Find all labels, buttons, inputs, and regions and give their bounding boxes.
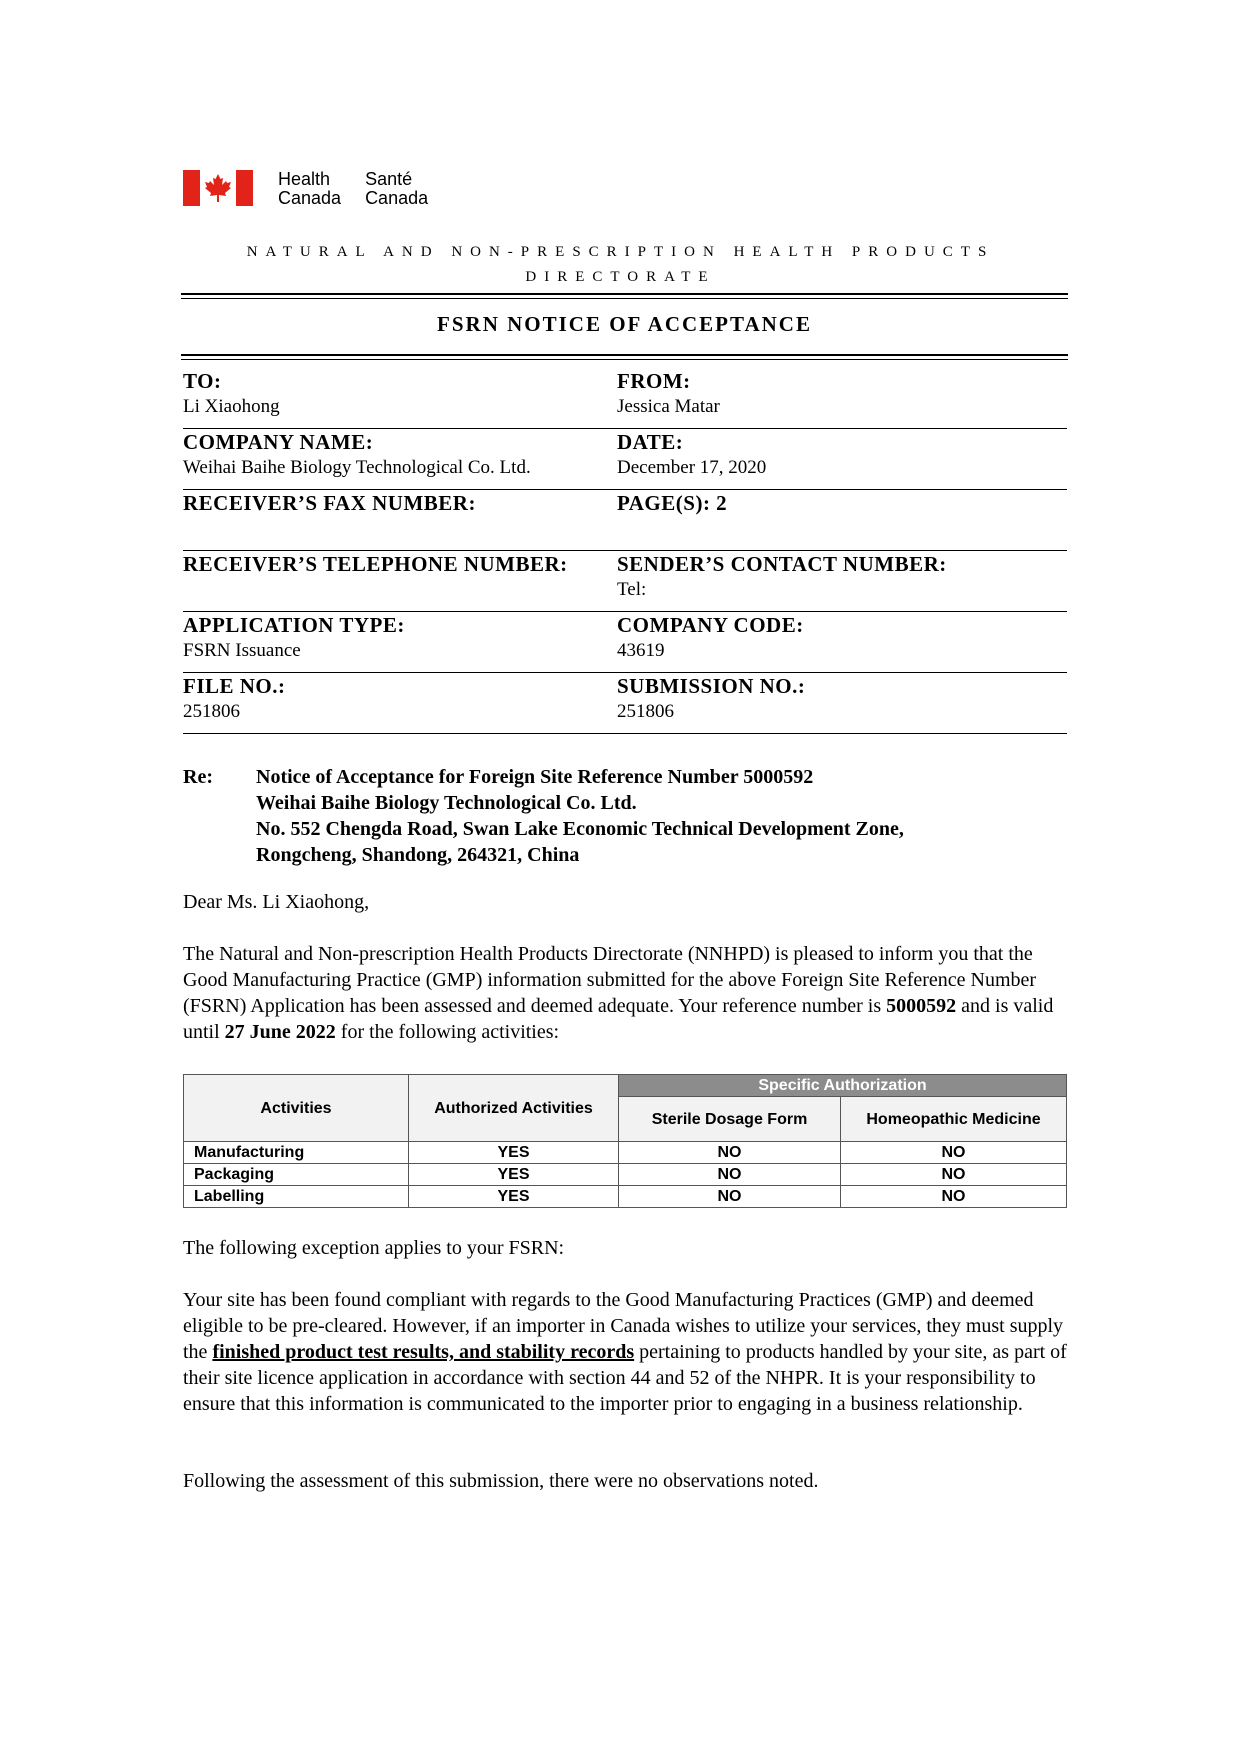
re-line2: Weihai Baihe Biology Technological Co. Ltd.	[256, 792, 637, 814]
date-value: December 17, 2020	[617, 457, 767, 478]
sender-contact-label: SENDER’S CONTACT NUMBER:	[617, 552, 947, 576]
from-value: Jessica Matar	[617, 396, 720, 417]
reference-number: 5000592	[886, 995, 957, 1017]
col-header-specific-authorization: Specific Authorization	[619, 1075, 1067, 1097]
table-row	[184, 1186, 1067, 1208]
re-label: Re:	[183, 766, 213, 788]
application-type-label: APPLICATION TYPE:	[183, 613, 405, 637]
col-header-authorized: Authorized Activities	[409, 1075, 619, 1142]
directorate-line1: NATURAL AND NON-PRESCRIPTION HEALTH PRODUCTS	[246, 244, 995, 260]
intro-text-2: and is valid until	[183, 995, 1054, 1043]
activities-table	[183, 1074, 1067, 1208]
directorate-line2: DIRECTORATE	[525, 269, 716, 285]
table-row	[184, 1164, 1067, 1186]
sender-contact-value: Tel:	[617, 579, 647, 600]
submission-no-value: 251806	[617, 701, 674, 722]
from-label: FROM:	[617, 369, 691, 393]
divider-top	[181, 293, 1068, 295]
telephone-label: RECEIVER’S TELEPHONE NUMBER:	[183, 552, 568, 576]
fax-info-grid	[183, 368, 1067, 734]
canada-flag-icon	[183, 170, 253, 206]
salutation: Dear Ms. Li Xiaohong,	[183, 891, 370, 913]
info-row	[183, 490, 1067, 551]
info-row	[183, 429, 1067, 490]
activity-cell: Labelling	[184, 1186, 409, 1208]
application-type-value: FSRN Issuance	[183, 640, 301, 661]
submission-no-label: SUBMISSION NO.:	[617, 674, 806, 698]
re-line4: Rongcheng, Shandong, 264321, China	[256, 844, 580, 866]
exception-emphasis: finished product test results, and stability records	[212, 1341, 635, 1363]
sterile-cell: NO	[619, 1142, 841, 1164]
activity-cell: Manufacturing	[184, 1142, 409, 1164]
activity-cell: Packaging	[184, 1164, 409, 1186]
company-value: Weihai Baihe Biology Technological Co. Ltd.	[183, 457, 531, 478]
exception-text-2: pertaining to products handled by your site, as part of their site licence application in accordance with section 44 and 52 of the NHPR. It is your responsibility to ensure that this information is communicated to the importer prior to engaging in a business relationship.	[183, 1341, 1067, 1415]
divider-title	[181, 354, 1068, 356]
to-value: Li Xiaohong	[183, 396, 280, 417]
info-row	[183, 368, 1067, 429]
to-label: TO:	[183, 369, 222, 393]
homeopathic-cell: NO	[841, 1164, 1067, 1186]
fax-label: RECEIVER’S FAX NUMBER:	[183, 491, 476, 515]
pages-label: PAGE(S): 2	[617, 491, 728, 515]
col-header-activities: Activities	[184, 1075, 409, 1142]
health-canada-logo	[183, 170, 452, 210]
col-header-homeopathic: Homeopathic Medicine	[841, 1097, 1067, 1142]
exception-intro: The following exception applies to your FSRN:	[183, 1237, 565, 1259]
logo-en-line2: Canada	[278, 188, 342, 208]
page-title: FSRN NOTICE OF ACCEPTANCE	[437, 312, 812, 336]
file-no-value: 251806	[183, 701, 240, 722]
info-row	[183, 612, 1067, 673]
exception-paragraph	[183, 1287, 1068, 1417]
company-code-value: 43619	[617, 640, 665, 661]
exception-text-1: Your site has been found compliant with regards to the Good Manufacturing Practices (GMP) and deemed eligible to be pre-cleared. However, if an importer in Canada wishes to utilize your services, they must supply the	[183, 1289, 1064, 1363]
company-label: COMPANY NAME:	[183, 430, 374, 454]
info-row	[183, 673, 1067, 734]
col-header-sterile: Sterile Dosage Form	[619, 1097, 841, 1142]
re-line1: Notice of Acceptance for Foreign Site Reference Number 5000592	[256, 766, 814, 788]
info-row	[183, 551, 1067, 612]
file-no-label: FILE NO.:	[183, 674, 286, 698]
sterile-cell: NO	[619, 1186, 841, 1208]
authorized-cell: YES	[409, 1164, 619, 1186]
closing-paragraph: Following the assessment of this submission, there were no observations noted.	[183, 1470, 819, 1492]
company-code-label: COMPANY CODE:	[617, 613, 804, 637]
sterile-cell: NO	[619, 1164, 841, 1186]
subject-block	[183, 764, 1063, 868]
homeopathic-cell: NO	[841, 1142, 1067, 1164]
logo-en-line1: Health	[278, 169, 331, 189]
logo-fr-line2: Canada	[365, 188, 429, 208]
intro-text-1: The Natural and Non-prescription Health Products Directorate (NNHPD) is pleased to inform you that the Good Manufacturing Practice (GMP) information submitted for the above Foreign Site Reference Number (FSRN) Application has been assessed and deemed adequate. Your reference number is	[183, 943, 1037, 1017]
authorized-cell: YES	[409, 1142, 619, 1164]
intro-paragraph	[183, 941, 1068, 1045]
directorate-heading	[200, 240, 1041, 290]
logo-fr-line1: Santé	[365, 169, 413, 189]
intro-text-3: for the following activities:	[335, 1021, 560, 1043]
valid-until-date: 27 June 2022	[224, 1021, 336, 1043]
re-line3: No. 552 Chengda Road, Swan Lake Economic Technical Development Zone,	[256, 818, 904, 840]
table-row	[184, 1142, 1067, 1164]
homeopathic-cell: NO	[841, 1186, 1067, 1208]
date-label: DATE:	[617, 430, 684, 454]
authorized-cell: YES	[409, 1186, 619, 1208]
